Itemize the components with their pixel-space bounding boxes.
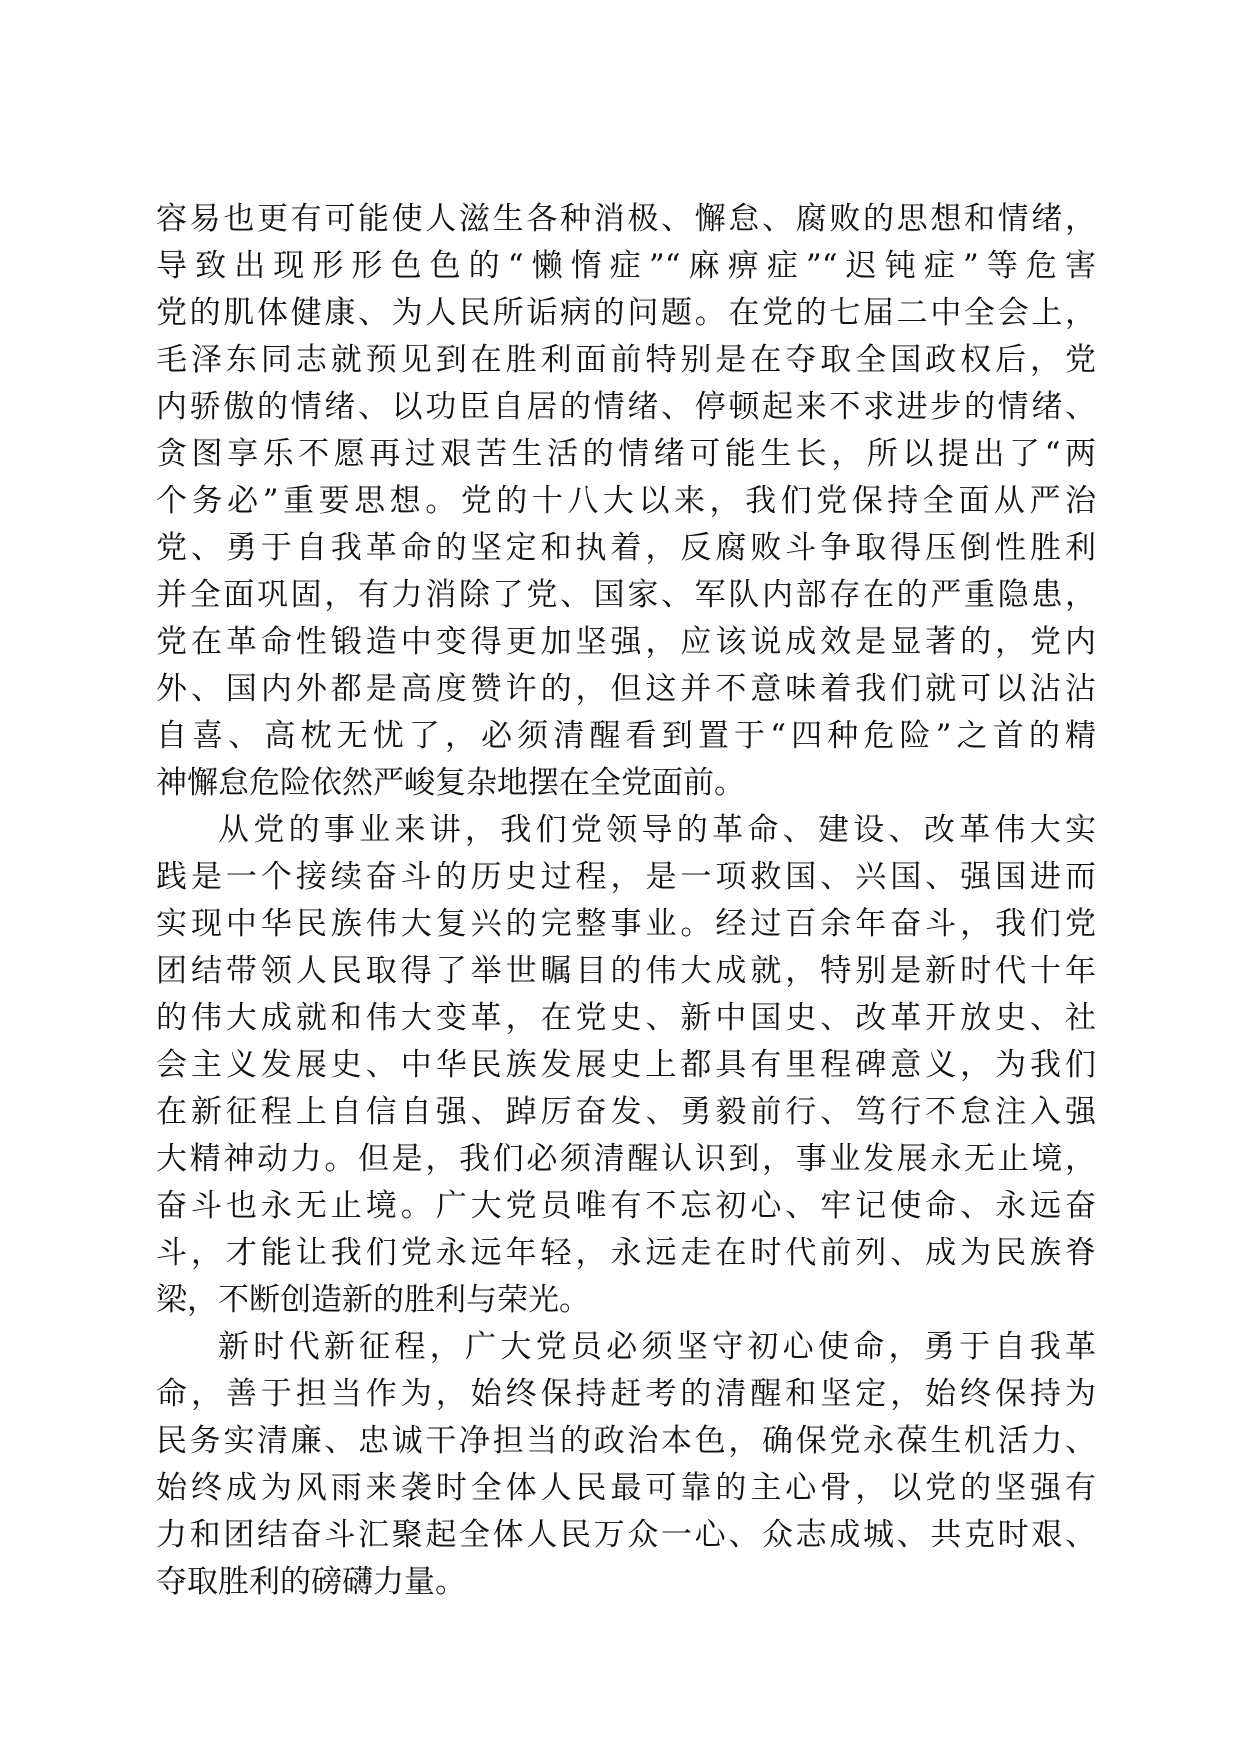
text-line: 命，善于担当作为，始终保持赶考的清醒和坚定，始终保持为 — [156, 1376, 1096, 1412]
paragraph-3 — [156, 1324, 1096, 1606]
text-line: 大精神动力。但是，我们必须清醒认识到，事业发展永无止境， — [156, 1141, 1096, 1177]
text-line: 导致出现形形色色的“懒惰症”“麻痹症”“迟钝症”等危害 — [156, 248, 1096, 284]
text-line: 始终成为风雨来袭时全体人民最可靠的主心骨，以党的坚强有 — [156, 1470, 1096, 1506]
text-line: 梁，不断创造新的胜利与荣光。 — [156, 1282, 590, 1318]
text-line: 民务实清廉、忠诚干净担当的政治本色，确保党永葆生机活力、 — [156, 1423, 1096, 1459]
text-line: 自喜、高枕无忧了，必须清醒看到置于“四种危险”之首的精 — [156, 718, 1096, 754]
text-line: 外、国内外都是高度赞许的，但这并不意味着我们就可以沾沾 — [156, 671, 1096, 707]
text-line: 在新征程上自信自强、踔厉奋发、勇毅前行、笃行不怠注入强 — [156, 1094, 1096, 1130]
text-line: 力和团结奋斗汇聚起全体人民万众一心、众志成城、共克时艰、 — [156, 1517, 1096, 1553]
text-line: 毛泽东同志就预见到在胜利面前特别是在夺取全国政权后，党 — [156, 342, 1096, 378]
text-line: 践是一个接续奋斗的历史过程，是一项救国、兴国、强国进而 — [156, 859, 1096, 895]
text-line: 神懈怠危险依然严峻复杂地摆在全党面前。 — [156, 765, 745, 801]
text-line: 贪图享乐不愿再过艰苦生活的情绪可能生长，所以提出了“两 — [156, 436, 1096, 472]
text-line: 个务必”重要思想。党的十八大以来，我们党保持全面从严治 — [156, 483, 1096, 519]
text-line: 奋斗也永无止境。广大党员唯有不忘初心、牢记使命、永远奋 — [156, 1188, 1096, 1224]
text-line: 党的肌体健康、为人民所诟病的问题。在党的七届二中全会上， — [156, 295, 1096, 331]
text-line: 新时代新征程，广大党员必须坚守初心使命，勇于自我革 — [218, 1329, 1096, 1365]
text-line: 内骄傲的情绪、以功臣自居的情绪、停顿起来不求进步的情绪、 — [156, 389, 1096, 425]
text-line: 并全面巩固，有力消除了党、国家、军队内部存在的严重隐患， — [156, 577, 1096, 613]
text-line: 从党的事业来讲，我们党领导的革命、建设、改革伟大实 — [218, 812, 1096, 848]
text-line: 容易也更有可能使人滋生各种消极、懈怠、腐败的思想和情绪， — [156, 201, 1096, 237]
document-page — [156, 196, 1096, 1606]
text-line: 实现中华民族伟大复兴的完整事业。经过百余年奋斗，我们党 — [156, 906, 1096, 942]
text-line: 党在革命性锻造中变得更加坚强，应该说成效是显著的，党内 — [156, 624, 1096, 660]
text-line: 的伟大成就和伟大变革，在党史、新中国史、改革开放史、社 — [156, 1000, 1096, 1036]
text-line: 党、勇于自我革命的坚定和执着，反腐败斗争取得压倒性胜利 — [156, 530, 1096, 566]
paragraph-1 — [156, 196, 1096, 807]
paragraph-2 — [156, 807, 1096, 1324]
text-line: 会主义发展史、中华民族发展史上都具有里程碑意义，为我们 — [156, 1047, 1096, 1083]
text-line: 斗，才能让我们党永远年轻，永远走在时代前列、成为民族脊 — [156, 1235, 1096, 1271]
text-line: 团结带领人民取得了举世瞩目的伟大成就，特别是新时代十年 — [156, 953, 1096, 989]
text-line: 夺取胜利的磅礴力量。 — [156, 1564, 466, 1600]
